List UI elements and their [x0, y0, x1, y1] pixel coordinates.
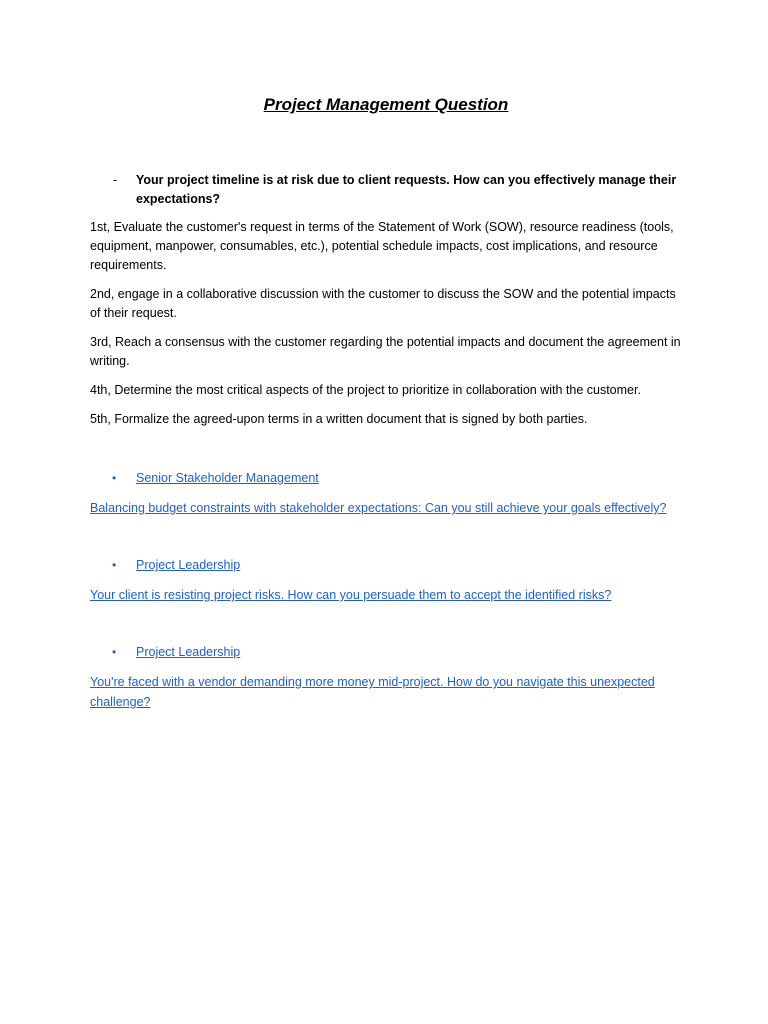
bullet-icon: • [112, 645, 117, 659]
spacer [90, 439, 682, 469]
answer-paragraph-1: 1st, Evaluate the customer's request in terms of the Statement of Work (SOW), resource readiness (tools, equipment, manpower, consumables, etc.), potential schedule impacts, cost implications, and resource requirements. [90, 220, 674, 272]
bullet-icon: • [112, 558, 117, 572]
document-content [90, 94, 682, 712]
related-article-link[interactable]: You're faced with a vendor demanding more money mid-project. How do you navigate this unexpected challenge? [90, 675, 655, 709]
related-article-link[interactable]: Balancing budget constraints with stakeholder expectations: Can you still achieve your goals effectively? [90, 501, 667, 515]
related-category-link[interactable]: Senior Stakeholder Management [136, 471, 319, 485]
document-title: Project Management Question [263, 95, 509, 114]
related-article-link[interactable]: Your client is resisting project risks. How can you persuade them to accept the identified risks? [90, 588, 612, 602]
question-text: Your project timeline is at risk due to client requests. How can you effectively manage their expectations? [136, 173, 677, 206]
question-item [90, 171, 682, 209]
dash-marker: - [113, 173, 118, 187]
related-block-2 [90, 556, 682, 605]
related-category-link[interactable]: Project Leadership [136, 645, 241, 659]
answer-paragraph-5: 5th, Formalize the agreed-upon terms in a written document that is signed by both parties. [90, 412, 588, 426]
related-category-item [90, 469, 682, 488]
answer-paragraph-2: 2nd, engage in a collaborative discussion with the customer to discuss the SOW and the potential impacts of their request. [90, 287, 676, 320]
spacer [90, 605, 682, 643]
related-category-item [90, 643, 682, 662]
answer-paragraph-4: 4th, Determine the most critical aspects of the project to prioritize in collaboration with the customer. [90, 383, 641, 397]
related-category-item [90, 556, 682, 575]
answer-paragraph-3: 3rd, Reach a consensus with the customer regarding the potential impacts and document the agreement in writing. [90, 335, 681, 368]
related-block-3 [90, 643, 682, 712]
bullet-icon: • [112, 471, 117, 485]
spacer [90, 518, 682, 556]
related-category-link[interactable]: Project Leadership [136, 558, 241, 572]
related-block-1 [90, 469, 682, 518]
